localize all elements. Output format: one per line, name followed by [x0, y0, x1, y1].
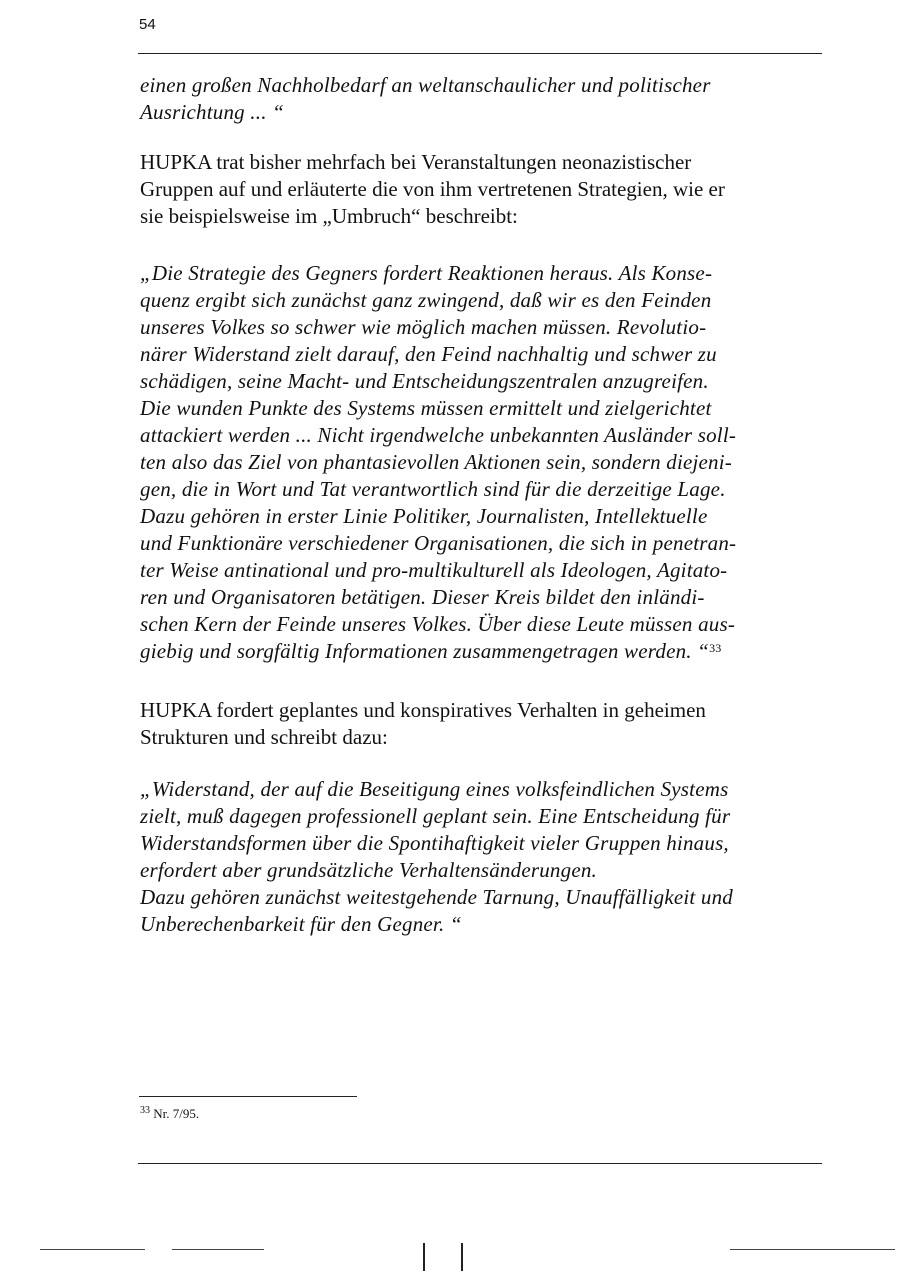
footnote-rule	[139, 1096, 357, 1097]
footnote-text: Nr. 7/95.	[153, 1106, 200, 1121]
text-line: ten also das Ziel von phantasievollen Aktionen sein, sondern diejeni-	[140, 450, 732, 474]
text-line: „Die Strategie des Gegners fordert Reaktionen heraus. Als Konse-	[140, 261, 713, 285]
text-line: unseres Volkes so schwer wie möglich machen müssen. Revolutio-	[140, 315, 707, 339]
text-line: ren und Organisatoren betätigen. Dieser Kreis bildet den inländi-	[140, 585, 705, 609]
text-line: sie beispielsweise im „Umbruch“ beschreibt:	[140, 204, 518, 228]
text-line: Die wunden Punkte des Systems müssen ermittelt und zielgerichtet	[140, 396, 712, 420]
text-line: schen Kern der Feinde unseres Volkes. Über diese Leute müssen aus-	[140, 612, 736, 636]
text-line: Strukturen und schreibt dazu:	[140, 725, 388, 749]
footnote-number: 33	[140, 1105, 150, 1116]
scan-artifact-line	[172, 1249, 264, 1250]
text-line: Unberechenbarkeit für den Gegner. “	[140, 912, 462, 936]
text-line: Widerstandsformen über die Spontihaftigkeit vieler Gruppen hinaus,	[140, 831, 729, 855]
block-quote	[140, 260, 824, 665]
text-line: quenz ergibt sich zunächst ganz zwingend, daß wir es den Feinden	[140, 288, 712, 312]
text-line-last	[140, 638, 824, 665]
page-number: 54	[139, 16, 156, 33]
text-line: attackiert werden ... Nicht irgendwelche unbekannten Ausländer soll-	[140, 423, 737, 447]
body-paragraph	[140, 697, 824, 751]
scan-artifact-line	[40, 1249, 145, 1250]
text-line: Dazu gehören in erster Linie Politiker, Journalisten, Intellektuelle	[140, 504, 708, 528]
footnote-reference[interactable]: 33	[709, 641, 722, 655]
text-line: und Funktionäre verschiedener Organisationen, die sich in penetran-	[140, 531, 737, 555]
quote-continuation	[140, 72, 824, 126]
footnote	[140, 1106, 199, 1122]
text-line: erfordert aber grundsätzliche Verhaltensänderungen.	[140, 858, 597, 882]
text-line: närer Widerstand zielt darauf, den Feind nachhaltig und schwer zu	[140, 342, 717, 366]
text-line: Ausrichtung ... “	[140, 100, 284, 124]
text-line: ter Weise antinational und pro-multikulturell als Ideologen, Agitato-	[140, 558, 728, 582]
text-line: HUPKA trat bisher mehrfach bei Veranstaltungen neonazistischer	[140, 150, 692, 174]
text-line: einen großen Nachholbedarf an weltanschaulicher und politischer	[140, 73, 711, 97]
scan-artifact-bar	[461, 1243, 463, 1271]
scan-artifact-line	[730, 1249, 895, 1250]
text-line: giebig und sorgfältig Informationen zusammengetragen werden. “	[140, 639, 710, 663]
scan-artifact-bar	[423, 1243, 425, 1271]
body-paragraph	[140, 149, 824, 230]
text-line: Gruppen auf und erläuterte die von ihm vertretenen Strategien, wie er	[140, 177, 725, 201]
text-line: zielt, muß dagegen professionell geplant sein. Eine Entscheidung für	[140, 804, 731, 828]
text-line: gen, die in Wort und Tat verantwortlich sind für die derzeitige Lage.	[140, 477, 726, 501]
header-rule	[138, 53, 822, 54]
text-line: HUPKA fordert geplantes und konspiratives Verhalten in geheimen	[140, 698, 706, 722]
block-quote	[140, 776, 824, 938]
text-line: Dazu gehören zunächst weitestgehende Tarnung, Unauffälligkeit und	[140, 885, 733, 909]
footer-rule	[138, 1163, 822, 1164]
text-line: „Widerstand, der auf die Beseitigung eines volksfeindlichen Systems	[140, 777, 729, 801]
text-line: schädigen, seine Macht- und Entscheidungszentralen anzugreifen.	[140, 369, 709, 393]
